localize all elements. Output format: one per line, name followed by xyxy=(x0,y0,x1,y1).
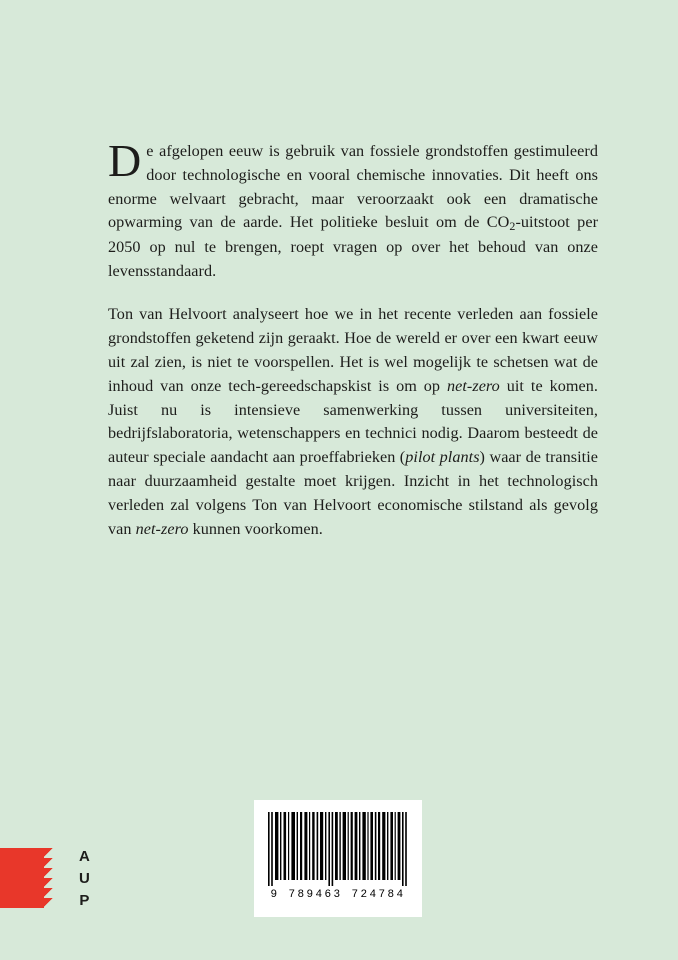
blurb-paragraph-2-segment-4: kunnen voorkomen. xyxy=(188,519,323,538)
barcode-icon xyxy=(268,812,408,886)
publisher-logo-line-2: U xyxy=(79,869,91,887)
blurb-paragraph-1 xyxy=(108,135,599,283)
publisher-logo-line-1: A xyxy=(79,848,91,865)
blurb-paragraph-2-segment-1: Ton van Helvoort analyseert hoe we in het recente verleden aan fossiele grondstoffen geketend zijn geraakt. Hoe de wereld er over een kwart eeuw uit zal zien, is niet te voorspellen. Het is wel mogelijk te schetsen wat de inhoud van onze tech-gereedschapskist is om op xyxy=(108,305,598,395)
red-corner-mark xyxy=(0,848,44,908)
blurb-paragraph-2-segment-2: uit te komen. Juist nu is intensieve samenwerking tussen universiteiten, bedrijfslaboratoria, wetenschappers en technici nodig. Daarom besteedt de auteur speciale aandacht aan proeffabrieken ( xyxy=(108,376,598,467)
blurb-paragraph-2-segment-3: ) waar de transitie naar duurzaamheid gestalte moet krijgen. Inzicht in het technologisch verleden zal volgens Ton van Helvoort economische stilstand als gevolg van xyxy=(108,448,599,538)
blurb-paragraph-1-text: e afgelopen eeuw is gebruik van fossiele grondstoffen gestimuleerd door technologische en vooral chemische innovaties. Dit heeft ons enorme welvaart gebracht, maar veroorzaakt ook een dramatische opwarming van de aarde. Het politieke besluit om de $CO_2$-uitstoot per 2050 op nul te brengen, roept vragen op over het behoud van onze levensstandaard. xyxy=(108,142,599,280)
publisher-logo-line-3: P xyxy=(79,891,91,909)
blurb-paragraph-2-italic-3: net-zero xyxy=(135,519,189,538)
blurb-paragraph-2-italic-2: pilot plants xyxy=(405,448,480,467)
blurb-paragraph-2-italic-1: net-zero xyxy=(446,376,500,395)
blurb-paragraph-2 xyxy=(108,303,598,541)
drop-cap-letter: D xyxy=(108,135,142,186)
barcode-block xyxy=(254,800,422,917)
publisher-logo-aup xyxy=(79,846,91,911)
barcode-number: 9 789463 724784 xyxy=(270,889,406,901)
blurb-text-block xyxy=(108,135,599,542)
